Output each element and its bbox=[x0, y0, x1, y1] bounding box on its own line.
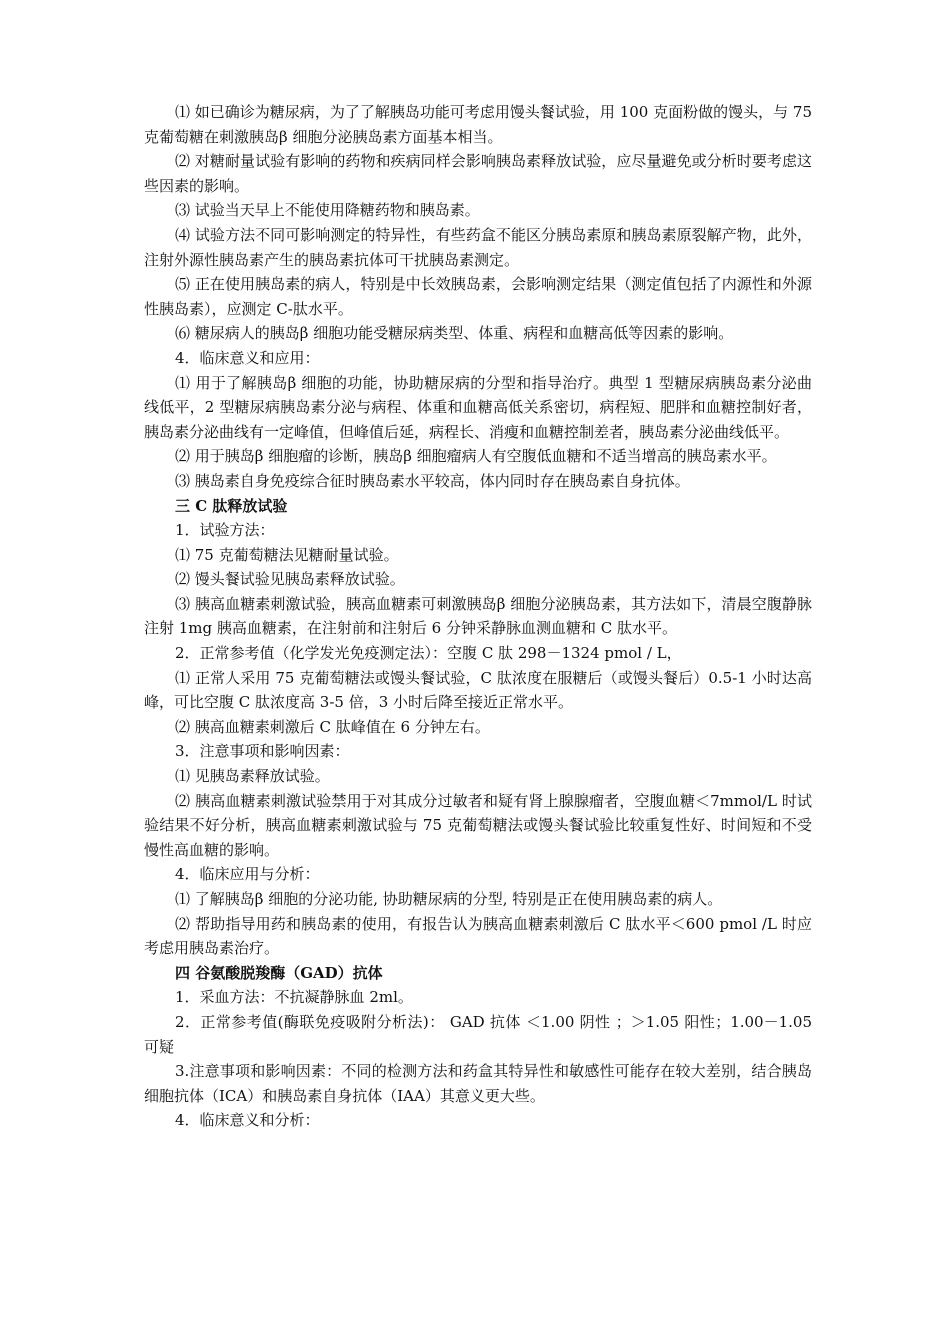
subheading: 3．注意事项和影响因素： bbox=[175, 742, 350, 761]
paragraph: ⑵ 胰高血糖素刺激试验禁用于对其成分过敏者和疑有肾上腺腺瘤者，空腹血糖＜7mmol/L 时试验结果不好分析，胰高血糖素刺激试验与 75 克葡萄糖法或馒头餐试验比较重复性好、时间短和不受慢性高血糖的影响。 bbox=[144, 791, 812, 859]
paragraph: ⑸ 正在使用胰岛素的病人，特别是中长效胰岛素，会影响测定结果（测定值包括了内源性和外源性胰岛素），应测定 C-肽水平。 bbox=[144, 275, 812, 318]
paragraph: ⑶ 胰岛素自身免疫综合征时胰岛素水平较高，体内同时存在胰岛素自身抗体。 bbox=[175, 471, 690, 490]
section-heading: 四 谷氨酸脱羧酶（GAD）抗体 bbox=[175, 963, 383, 982]
document-page bbox=[144, 100, 812, 1133]
subheading: 4．临床意义和分析： bbox=[175, 1111, 320, 1130]
paragraph: ⑵ 用于胰岛β 细胞瘤的诊断，胰岛β 细胞瘤病人有空腹低血糖和不适当增高的胰岛素水平。 bbox=[175, 447, 777, 466]
paragraph: ⑴ 正常人采用 75 克葡萄糖法或馒头餐试验，C 肽浓度在服糖后（或馒头餐后）0.5-1 小时达高峰，可比空腹 C 肽浓度高 3-5 倍，3 小时后降至接近正常水平。 bbox=[144, 668, 812, 712]
paragraph: ⑶ 试验当天早上不能使用降糖药物和胰岛素。 bbox=[175, 201, 480, 220]
paragraph: 2．正常参考值(酶联免疫吸附分析法)： GAD 抗体 ＜1.00 阴性 ；＞1.05 阳性；1.00－1.05 可疑 bbox=[144, 1012, 812, 1056]
subheading: 4．临床应用与分析： bbox=[175, 865, 320, 884]
paragraph: ⑵ 胰高血糖素刺激后 C 肽峰值在 6 分钟左右。 bbox=[175, 717, 490, 736]
paragraph: ⑴ 用于了解胰岛β 细胞的功能，协助糖尿病的分型和指导治疗。典型 1 型糖尿病胰岛素分泌曲线低平，2 型糖尿病胰岛素分泌与病程、体重和血糖高低关系密切，病程短、肥胖和血糖控制好者，胰岛素分泌曲线有一定峰值，但峰值后延，病程长、消瘦和血糖控制差者，胰岛素分泌曲线低平。 bbox=[144, 373, 812, 441]
paragraph: ⑵ 对糖耐量试验有影响的药物和疾病同样会影响胰岛素释放试验，应尽量避免或分析时要考虑这些因素的影响。 bbox=[144, 152, 812, 195]
paragraph: ⑴ 75 克葡萄糖法见糖耐量试验。 bbox=[175, 545, 399, 564]
paragraph: ⑷ 试验方法不同可影响测定的特异性，有些药盒不能区分胰岛素原和胰岛素原裂解产物，此外，注射外源性胰岛素产生的胰岛素抗体可干扰胰岛素测定。 bbox=[144, 225, 812, 269]
paragraph: 3.注意事项和影响因素：不同的检测方法和药盒其特异性和敏感性可能存在较大差别，结合胰岛细胞抗体（ICA）和胰岛素自身抗体（IAA）其意义更大些。 bbox=[144, 1062, 812, 1105]
paragraph: ⑹ 糖尿病人的胰岛β 细胞功能受糖尿病类型、体重、病程和血糖高低等因素的影响。 bbox=[175, 324, 734, 343]
subheading: 2．正常参考值（化学发光免疫测定法）：空腹 C 肽 298－1324 pmol / L， bbox=[175, 644, 682, 663]
paragraph: ⑶ 胰高血糖素刺激试验，胰高血糖素可刺激胰岛β 细胞分泌胰岛素，其方法如下，清晨空腹静脉注射 1mg 胰高血糖素，在注射前和注射后 6 分钟采静脉血测血糖和 C 肽水平。 bbox=[144, 594, 812, 638]
paragraph: ⑴ 见胰岛素释放试验。 bbox=[175, 767, 330, 786]
paragraph: ⑵ 帮助指导用药和胰岛素的使用，有报告认为胰高血糖素刺激后 C 肽水平＜600 pmol /L 时应考虑用胰岛素治疗。 bbox=[144, 914, 812, 958]
paragraph: 1．采血方法：不抗凝静脉血 2ml。 bbox=[175, 988, 413, 1007]
paragraph: ⑵ 馒头餐试验见胰岛素释放试验。 bbox=[175, 570, 405, 589]
section-heading: 三 C 肽释放试验 bbox=[175, 496, 288, 515]
paragraph: ⑴ 了解胰岛β 细胞的分泌功能, 协助糖尿病的分型, 特别是正在使用胰岛素的病人。 bbox=[175, 890, 723, 908]
subheading: 4．临床意义和应用： bbox=[175, 348, 320, 367]
paragraph: ⑴ 如已确诊为糖尿病，为了了解胰岛功能可考虑用馒头餐试验，用 100 克面粉做的馒头，与 75 克葡萄糖在刺激胰岛β 细胞分泌胰岛素方面基本相当。 bbox=[144, 103, 812, 146]
subheading: 1．试验方法： bbox=[175, 521, 275, 540]
